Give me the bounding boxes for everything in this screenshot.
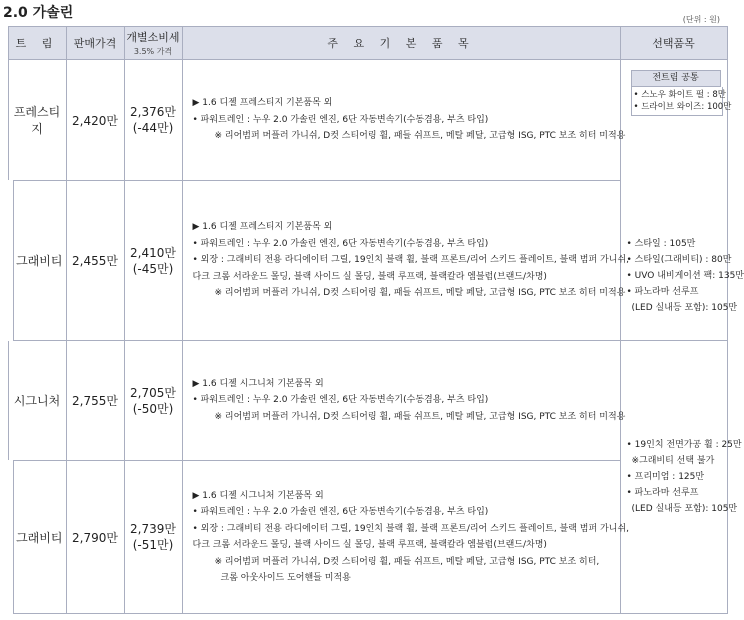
- tax-price-diff: (-44만): [132, 121, 174, 135]
- feature-list: [182, 461, 629, 614]
- trim-name: 그래비티: [8, 181, 66, 341]
- feature-powertrain: • 파워트레인 : 누우 2.0 가솔린 엔진, 6단 자동변속기(수동겸용, 부츠 타입): [192, 507, 489, 517]
- price-table: [3, 26, 744, 614]
- option-item: • 스타일 : 105만: [626, 239, 696, 249]
- feature-base: ▶ 1.6 디젤 시그니처 기본품목 외: [192, 378, 324, 389]
- common-options-title: 전트림 공통: [631, 70, 721, 87]
- feature-exterior-cont: 다크 크롬 서라운드 몰딩, 블랙 사이드 실 몰딩, 블랙 루프랙, 블랙칼라 엠블럼(브랜드/차명): [192, 540, 547, 550]
- option-item: • UVO 내비게이션 팩: 135만: [626, 271, 744, 281]
- feature-list: [182, 60, 626, 181]
- feature-exterior-cont: 다크 크롬 서라운드 몰딩, 블랙 사이드 실 몰딩, 블랙 루프랙, 블랙칼라 엠블럼(브랜드/차명): [192, 271, 547, 282]
- header-features: 주 요 기 본 품 목: [182, 27, 620, 60]
- trim-name: 시그니처: [8, 341, 66, 461]
- feature-note: ※ 리어범퍼 머플러 가니쉬, D컷 스티어링 휠, 패들 쉬프트, 메탈 페달, 고급형 ISG, PTC 보조 히터,: [214, 556, 600, 567]
- tax-price-diff: (-50만): [132, 401, 174, 416]
- table-row: [8, 461, 727, 614]
- option-item: • 스타일(그래비티) : 80만: [626, 255, 732, 265]
- common-option-item: • 스노우 화이트 펄 : 8만: [633, 90, 726, 100]
- option-item: • 파노라마 선루프: [626, 287, 699, 297]
- feature-note: ※ 리어범퍼 머플러 가니쉬, D컷 스티어링 휠, 패들 쉬프트, 메탈 페달, 고급형 ISG, PTC 보조 히터 미적용: [214, 131, 626, 142]
- table-row: [8, 60, 727, 181]
- tax-price: [124, 60, 182, 181]
- tax-price: [124, 461, 182, 614]
- header-price: 판매가격: [66, 27, 124, 60]
- option-note: ※그래비티 선택 불가: [631, 456, 715, 466]
- feature-note-cont: 크롬 아웃사이드 도어핸들 미적용: [220, 573, 351, 583]
- feature-list: [182, 341, 626, 461]
- option-item: (LED 실내등 포함): 105만: [631, 504, 738, 514]
- tax-price-value: 2,376만: [130, 105, 176, 119]
- trim-name: 프레스티지: [8, 60, 66, 181]
- option-item: • 파노라마 선루프: [626, 488, 699, 498]
- common-option-item: • 드라이브 와이즈: 100만: [633, 102, 732, 112]
- feature-base: ▶ 1.6 디젤 프레스티지 기본품목 외: [192, 222, 333, 233]
- feature-exterior: • 외장 : 그래비티 전용 라디에이터 그릴, 19인치 블랙 휠, 블랙 프론트/리어 스키드 플레이트, 블랙 범퍼 가니쉬,: [192, 523, 629, 534]
- header-trim: 트 림: [8, 27, 66, 60]
- tax-price: [124, 181, 182, 341]
- tax-price: [124, 341, 182, 461]
- trim-name: 그래비티: [8, 461, 66, 614]
- feature-base: ▶ 1.6 디젤 시그니처 기본품목 외: [192, 490, 324, 501]
- header-tax-label: 개별소비세: [126, 31, 180, 44]
- section-title: 2.0 가솔린: [3, 5, 74, 21]
- options-cell: [620, 60, 744, 341]
- option-item: • 프리미엄 : 125만: [626, 472, 705, 482]
- unit-label: (단위 : 원): [682, 15, 720, 24]
- sale-price: 2,755만: [66, 341, 124, 461]
- feature-note: ※ 리어범퍼 머플러 가니쉬, D컷 스티어링 휠, 패들 쉬프트, 메탈 페달, 고급형 ISG, PTC 보조 히터 미적용: [214, 288, 626, 299]
- feature-note: ※ 리어범퍼 머플러 가니쉬, D컷 스티어링 휠, 패들 쉬프트, 메탈 페달, 고급형 ISG, PTC 보조 히터 미적용: [214, 411, 626, 422]
- option-item: (LED 실내등 포함): 105만: [631, 303, 738, 313]
- sale-price: 2,790만: [66, 461, 124, 614]
- common-options-box: [631, 87, 732, 116]
- options-cell: [620, 341, 742, 614]
- table-row: [8, 341, 727, 461]
- tax-price-value: 2,705만: [130, 385, 176, 400]
- feature-powertrain: • 파워트레인 : 누우 2.0 가솔린 엔진, 6단 자동변속기(수동겸용, 부츠 타입): [192, 395, 489, 406]
- sale-price: 2,420만: [66, 60, 124, 181]
- sale-price: 2,455만: [66, 181, 124, 341]
- tax-price-diff: (-51만): [132, 538, 174, 552]
- header-options: 선택품목: [620, 27, 727, 60]
- feature-powertrain: • 파워트레인 : 누우 2.0 가솔린 엔진, 6단 자동변속기(수동겸용, 부츠 타입): [192, 238, 489, 249]
- tax-price-diff: (-45만): [132, 261, 174, 276]
- feature-list: [182, 181, 629, 341]
- feature-powertrain: • 파워트레인 : 누우 2.0 가솔린 엔진, 6단 자동변속기(수동겸용, 부츠 타입): [192, 114, 489, 125]
- header-tax: [124, 27, 182, 60]
- table-header-row: [8, 27, 727, 60]
- table-row: [8, 181, 727, 341]
- feature-exterior: • 외장 : 그래비티 전용 라디에이터 그릴, 19인치 블랙 휠, 블랙 프론트/리어 스키드 플레이트, 블랙 범퍼 가니쉬,: [192, 255, 629, 266]
- option-item: • 19인치 전면가공 휠 : 25만: [626, 440, 742, 450]
- feature-base: ▶ 1.6 디젤 프레스티지 기본품목 외: [192, 98, 333, 109]
- header-tax-sub: 3.5% 가격: [133, 47, 173, 56]
- tax-price-value: 2,739만: [130, 522, 176, 536]
- tax-price-value: 2,410만: [130, 245, 176, 260]
